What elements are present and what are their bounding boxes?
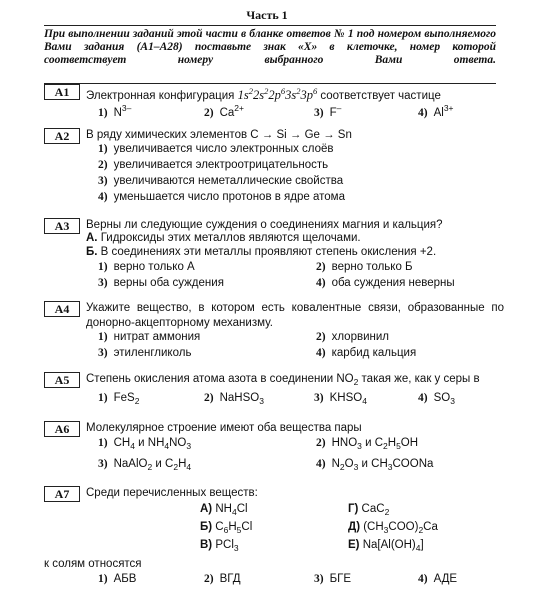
electron-config: $1s^22s^22p^63s^23p^6$ <box>237 86 318 102</box>
option-1[interactable]: 1) $N^{3-}$ <box>98 103 132 119</box>
question-text: Укажите вещество, в котором есть ковалентные связи, образованные по донорно-акцепторному механизму. <box>86 302 504 329</box>
instructions: При выполнении заданий этой части в бланке ответов № 1 под номером выполняемого Вами задания (А1–А28) поставьте знак «Х» в клеточке, номер которой соответствует номеру выбранного Вами ответа. <box>44 25 496 84</box>
question-id: A2 <box>44 128 80 144</box>
question-id: A5 <box>44 372 80 388</box>
option-2[interactable]: 2) NaHSO$_3$ <box>204 392 264 406</box>
option-1[interactable]: 1) нитрат аммония <box>98 331 201 343</box>
part-title: Часть 1 <box>246 8 288 22</box>
option-2[interactable]: 2) $Ca^{2+}$ <box>204 103 244 119</box>
option-1[interactable]: 1) АБВ <box>98 573 137 585</box>
question-text: Электронная конфигурация $1s^22s^22p^63s^23p^6$ соответствует частице <box>86 86 441 102</box>
question-tail: к солям относятся <box>44 558 142 570</box>
option-1[interactable]: 1) FeS$_2$ <box>98 392 140 406</box>
question-id: A3 <box>44 218 80 234</box>
question-id: A4 <box>44 301 80 317</box>
option-3[interactable]: 3) этиленгликоль <box>98 347 192 359</box>
option-2[interactable]: 2) хлорвинил <box>316 331 389 343</box>
option-2[interactable]: 2) ВГД <box>204 573 241 585</box>
option-3[interactable]: 3) F– <box>314 103 342 119</box>
question-id: A6 <box>44 421 80 437</box>
question-id: A1 <box>44 84 80 100</box>
option-4[interactable]: 4) $Al^{3+}$ <box>418 103 454 119</box>
claim-a: А. Гидроксиды этих металлов являются щелочами. <box>86 232 361 244</box>
option-3[interactable]: 3) NaAlO$_2$ и $C_2H_4$ <box>98 458 192 472</box>
substance-v: В) PCl$_3$ <box>200 539 239 553</box>
option-2[interactable]: 2) верно только Б <box>316 261 413 273</box>
option-3[interactable]: 3) верны оба суждения <box>98 277 224 289</box>
question-id: A7 <box>44 486 80 502</box>
option-4[interactable]: 4) $N_2O_3$ и $CH_3COONa$ <box>316 458 434 472</box>
question-text: Среди перечисленных веществ: <box>86 487 258 499</box>
substance-d: Д) $(CH_3COO)_2Ca$ <box>348 521 438 535</box>
question-text: В ряду химических элементов C → Si → Ge → Sn <box>86 129 352 141</box>
question-text: Молекулярное строение имеют оба вещества пары <box>86 422 362 434</box>
option-1[interactable]: 1) увеличивается число электронных слоёв <box>98 143 334 155</box>
substance-b: Б) $C_6H_5Cl$ <box>200 521 253 535</box>
option-3[interactable]: 3) БГЕ <box>314 573 352 585</box>
option-1[interactable]: 1) $CH_4$ и $NH_4NO_3$ <box>98 437 192 451</box>
option-4[interactable]: 4) оба суждения неверны <box>316 277 455 289</box>
question-text: Степень окисления атома азота в соединении $NO_2$ такая же, как у серы в <box>86 373 480 387</box>
option-3[interactable]: 3) увеличиваются неметаллические свойства <box>98 175 344 187</box>
question-text: Верны ли следующие суждения о соединениях магния и кальция? <box>86 219 443 231</box>
option-3[interactable]: 3) $KHSO_4$ <box>314 392 367 406</box>
option-4[interactable]: 4) карбид кальция <box>316 347 417 359</box>
option-4[interactable]: 4) уменьшается число протонов в ядре атома <box>98 191 345 203</box>
option-4[interactable]: 4) $SO_3$ <box>418 392 455 406</box>
option-2[interactable]: 2) $HNO_3$ и $C_2H_5OH$ <box>316 437 419 451</box>
option-1[interactable]: 1) верно только А <box>98 261 195 273</box>
substance-a: А) $NH_4Cl$ <box>200 503 248 517</box>
claim-b: Б. В соединениях эти металлы проявляют степень окисления +2. <box>86 246 437 258</box>
substance-g: Г) CaC$_2$ <box>348 503 390 517</box>
substance-e: Е) $Na[Al(OH)_4]$ <box>348 539 424 553</box>
option-2[interactable]: 2) увеличивается электроотрицательность <box>98 159 329 171</box>
option-4[interactable]: 4) АДЕ <box>418 573 458 585</box>
